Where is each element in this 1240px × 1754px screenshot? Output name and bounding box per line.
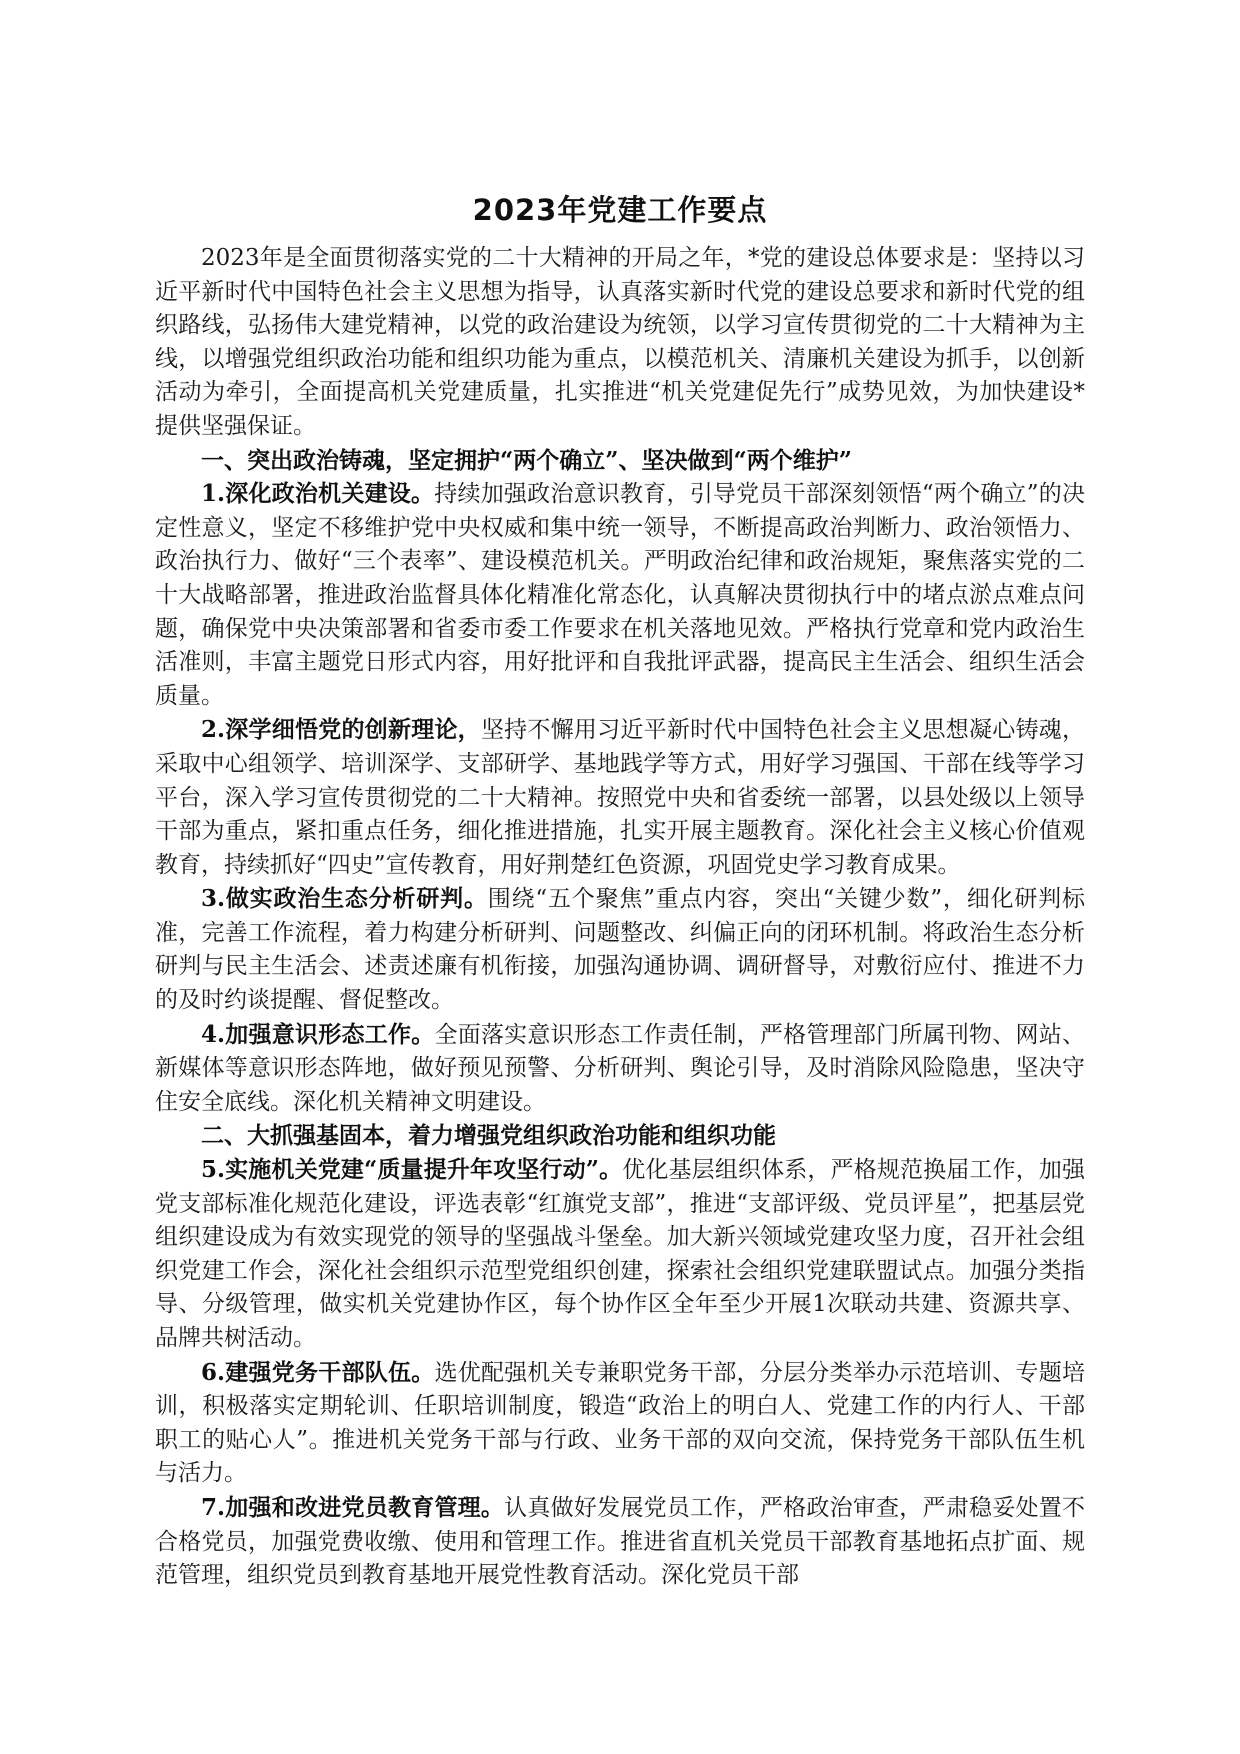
intro-paragraph: 2023年是全面贯彻落实党的二十大精神的开局之年，*党的建设总体要求是：坚持以习近平新时代中国特色社会主义思想为指导，认真落实新时代党的建设总要求和新时代党的组织路线，弘扬伟大建党精神，以党的政治建设为统领，以学习宣传贯彻党的二十大精神为主线，以增强党组织政治功能和组织功能为重点，以模范机关、清廉机关建设为抓手，以创新活动为牵引，全面提高机关党建质量，扎实推进“机关党建促先行”成势见效，为加快建设*提供坚强保证。 [155,245,1085,439]
section-heading-2: 二、大抓强基固本，着力增强党组织政治功能和组织功能 [201,1122,776,1150]
item-paragraph-5 [155,1153,1085,1356]
item-paragraph-3 [155,882,1085,1017]
item-lead-2: 2.深学细悟党的创新理论， [201,716,481,744]
item-lead-5: 5.实施机关党建“质量提升年攻坚行动”。 [201,1156,623,1184]
item-paragraph-1 [155,477,1085,713]
item-lead-6: 6.建强党务干部队伍。 [201,1358,435,1386]
item-text-4: 全面落实意识形态工作责任制，严格管理部门所属刊物、网站、新媒体等意识形态阵地，做好预见预警、分析研判、舆论引导，及时消除风险隐患，坚决守住安全底线。深化机关精神文明建设。 [155,1021,1086,1115]
item-text-3: 围绕“五个聚焦”重点内容，突出“关键少数”，细化研判标准，完善工作流程，着力构建分析研判、问题整改、纠偏正向的闭环机制。将政治生态分析研判与民主生活会、述责述廉有机衔接，加强沟通协调、调研督导，对敷衍应付、推进不力的及时约谈提醒、督促整改。 [155,886,1085,1014]
item-text-7: 认真做好发展党员工作，严格政治审查，严肃稳妥处置不合格党员，加强党费收缴、使用和管理工作。推进省直机关党员干部教育基地拓点扩面、规范管理，组织党员到教育基地开展党性教育活动。深化党员干部 [155,1494,1085,1589]
item-paragraph-2 [155,713,1085,882]
item-lead-3: 3.做实政治生态分析研判。 [201,885,488,913]
item-text-2: 坚持不懈用习近平新时代中国特色社会主义思想凝心铸魂，采取中心组领学、培训深学、支部研学、基地践学等方式，用好学习强国、干部在线等学习平台，深入学习宣传贯彻党的二十大精神。按照党中央和省委统一部署，以县处级以上领导干部为重点，紧扣重点任务，细化推进措施，扎实开展主题教育。深化社会主义核心价值观教育，持续抓好“四史”宣传教育，用好荆楚红色资源，巩固党史学习教育成果。 [155,717,1086,878]
document-body [155,190,1085,1593]
item-paragraph-7 [155,1491,1085,1593]
item-lead-4: 4.加强意识形态工作。 [201,1020,435,1048]
item-lead-1: 1.深化政治机关建设。 [201,480,435,508]
item-paragraph-4 [155,1018,1085,1120]
item-lead-7: 7.加强和改进党员教育管理。 [201,1493,505,1521]
section-heading-1: 一、突出政治铸魂，坚定拥护“两个确立”、坚决做到“两个维护” [201,446,852,474]
item-text-6: 选优配强机关专兼职党务干部，分层分类举办示范培训、专题培训，积极落实定期轮训、任职培训制度，锻造“政治上的明白人、党建工作的内行人、干部职工的贴心人”。推进机关党务干部与行政、业务干部的双向交流，保持党务干部队伍生机与活力。 [155,1359,1086,1487]
page-title: 2023年党建工作要点 [472,193,768,227]
item-text-5: 优化基层组织体系，严格规范换届工作，加强党支部标准化规范化建设，评选表彰“红旗党支部”，推进“支部评级、党员评星”，把基层党组织建设成为有效实现党的领导的坚强战斗堡垒。加大新兴领域党建攻坚力度，召开社会组织党建工作会，深化社会组织示范型党组织创建，探索社会组织党建联盟试点。加强分类指导、分级管理，做实机关党建协作区，每个协作区全年至少开展1次联动共建、资源共享、品牌共树活动。 [155,1157,1085,1351]
item-paragraph-6 [155,1356,1085,1491]
item-text-1: 持续加强政治意识教育，引导党员干部深刻领悟“两个确立”的决定性意义，坚定不移维护党中央权威和集中统一领导，不断提高政治判断力、政治领悟力、政治执行力、做好“三个表率”、建设模范机关。严明政治纪律和政治规矩，聚焦落实党的二十大战略部署，推进政治监督具体化精准化常态化，认真解决贯彻执行中的堵点淤点难点问题，确保党中央决策部署和省委市委工作要求在机关落地见效。严格执行党章和党内政治生活准则，丰富主题党日形式内容，用好批评和自我批评武器，提高民主生活会、组织生活会质量。 [155,481,1085,709]
